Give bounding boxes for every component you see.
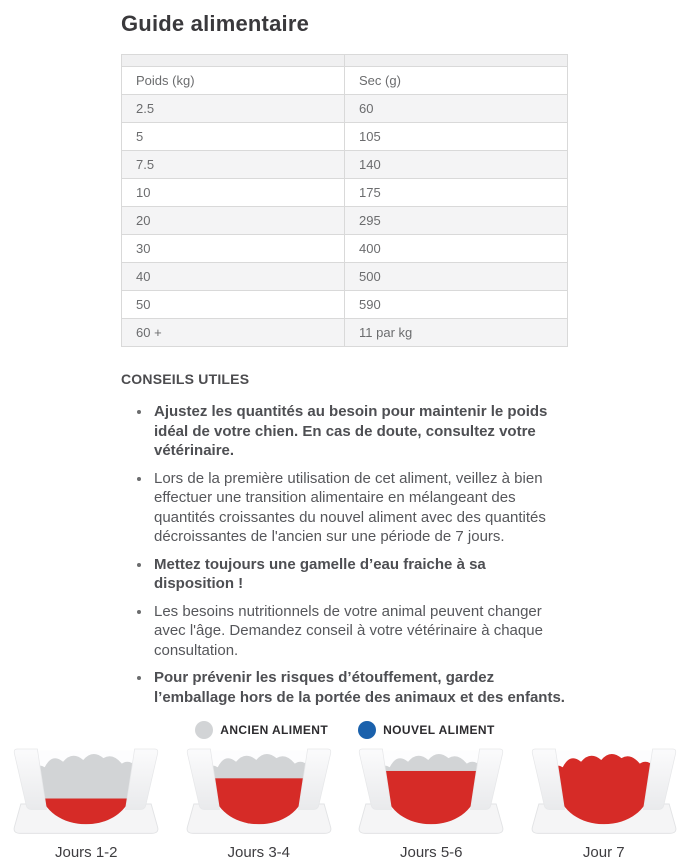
- table-row: [122, 263, 568, 291]
- header-sec: Sec (g): [345, 67, 568, 95]
- poids-cell: 50: [122, 291, 345, 319]
- sec-cell: 175: [345, 179, 568, 207]
- table-row: [122, 151, 568, 179]
- new-food-dot-icon: [358, 721, 376, 739]
- table-row: [122, 319, 568, 347]
- bowl-label: Jour 7: [583, 844, 625, 861]
- sec-cell: 500: [345, 263, 568, 291]
- sec-cell: 11 par kg: [345, 319, 568, 347]
- poids-cell: 5: [122, 123, 345, 151]
- transition-bowls: [0, 747, 690, 861]
- poids-cell: 20: [122, 207, 345, 235]
- old-food-dot-icon: [195, 721, 213, 739]
- poids-cell: 7.5: [122, 151, 345, 179]
- sec-cell: 400: [345, 235, 568, 263]
- bowl-icon: [181, 747, 337, 839]
- conseils-list: [121, 402, 568, 707]
- bowl-label: Jours 1-2: [55, 844, 118, 861]
- table-row: [122, 95, 568, 123]
- bowl-icon: [526, 747, 682, 839]
- list-item: • Pour prévenir les risques d’étouffement, gardez l’emballage hors de la portée des animaux et des enfants.: [152, 668, 568, 707]
- bowl-figure-day-7: [518, 747, 690, 861]
- poids-cell: 60 +: [122, 319, 345, 347]
- list-item: • Ajustez les quantités au besoin pour maintenir le poids idéal de votre chien. En cas de doute, consultez votre vétérinaire.: [152, 402, 568, 461]
- legend-label: ANCIEN ALIMENT: [220, 723, 328, 737]
- table-row: [122, 123, 568, 151]
- conseils-heading: CONSEILS UTILES: [121, 371, 568, 387]
- poids-cell: 30: [122, 235, 345, 263]
- table-row: [122, 207, 568, 235]
- poids-cell: 2.5: [122, 95, 345, 123]
- bowl-label: Jours 5-6: [400, 844, 463, 861]
- bowl-label: Jours 3-4: [227, 844, 290, 861]
- sec-cell: 105: [345, 123, 568, 151]
- table-top-strip: [122, 55, 568, 67]
- sec-cell: 140: [345, 151, 568, 179]
- poids-cell: 40: [122, 263, 345, 291]
- bowl-figure-days-5-6: [345, 747, 518, 861]
- bowl-figure-days-3-4: [173, 747, 346, 861]
- feeding-table: [121, 54, 568, 347]
- list-item: • Lors de la première utilisation de cet aliment, veillez à bien effectuer une transition alimentaire en mélangeant des quantités croissantes du nouvel aliment avec des quantités décroissantes de l'ancien sur une période de 7 jours.: [152, 469, 568, 547]
- table-row: [122, 235, 568, 263]
- food-legend: [0, 721, 690, 739]
- bowl-icon: [353, 747, 509, 839]
- legend-item-nouveau: [358, 721, 495, 739]
- legend-item-ancien: [195, 721, 328, 739]
- table-row: [122, 179, 568, 207]
- sec-cell: 590: [345, 291, 568, 319]
- bowl-figure-days-1-2: [0, 747, 173, 861]
- bowl-icon: [8, 747, 164, 839]
- table-header-row: [122, 67, 568, 95]
- sec-cell: 295: [345, 207, 568, 235]
- list-item: • Les besoins nutritionnels de votre animal peuvent changer avec l'âge. Demandez conseil à votre vétérinaire à chaque consultation.: [152, 602, 568, 661]
- table-row: [122, 291, 568, 319]
- legend-label: NOUVEL ALIMENT: [383, 723, 495, 737]
- poids-cell: 10: [122, 179, 345, 207]
- header-poids: Poids (kg): [122, 67, 345, 95]
- page-title: Guide alimentaire: [121, 0, 568, 37]
- sec-cell: 60: [345, 95, 568, 123]
- main-content: [121, 0, 568, 707]
- list-item: • Mettez toujours une gamelle d’eau fraiche à sa disposition !: [152, 555, 568, 594]
